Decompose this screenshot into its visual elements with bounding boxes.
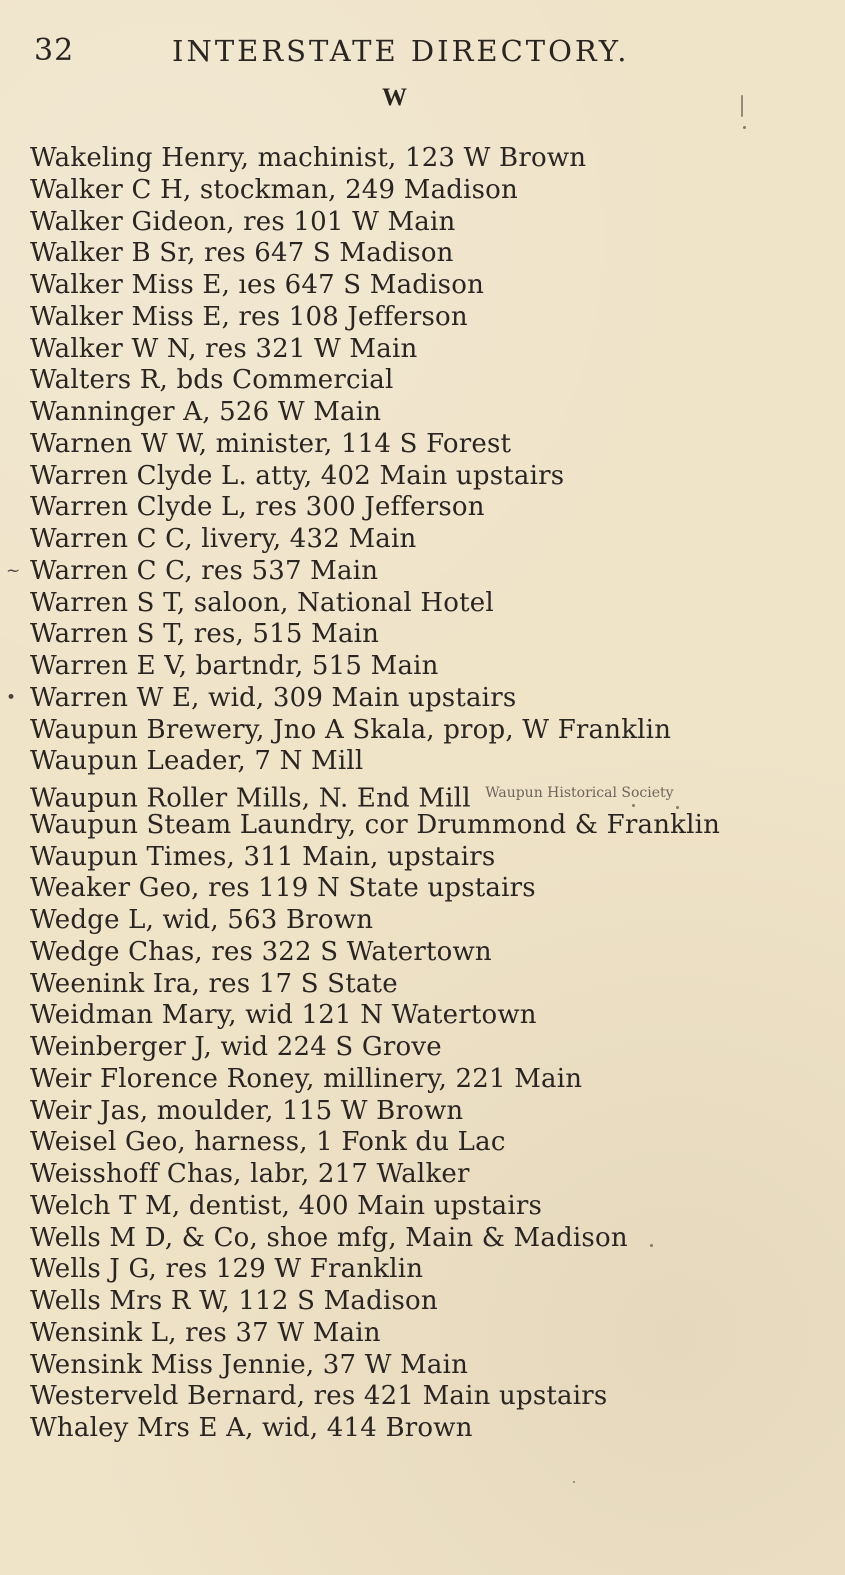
entry-text: Weir Jas, moulder, 115 W Brown <box>30 1095 464 1126</box>
paper-speck <box>743 126 746 129</box>
directory-entry <box>0 365 845 397</box>
entry-text: Wanninger A, 526 W Main <box>30 397 382 427</box>
directory-entry <box>0 651 845 683</box>
directory-entry <box>0 492 845 524</box>
entry-text: Warnen W W, minister, 114 S Forest <box>30 428 512 459</box>
directory-entry <box>0 1064 845 1096</box>
directory-entry <box>0 1350 845 1382</box>
entry-text: Waupun Times, 311 Main, upstairs <box>30 841 496 872</box>
entry-text: Waupun Brewery, Jno A Skala, prop, W Franklin <box>30 714 672 745</box>
directory-entry <box>0 1127 845 1159</box>
entry-text: Weisel Geo, harness, 1 Fonk du Lac <box>30 1127 506 1158</box>
directory-entry <box>0 588 845 620</box>
entry-text: Warren S T, res, 515 Main <box>30 619 380 650</box>
paper-speck <box>632 804 635 807</box>
directory-entry <box>0 524 845 556</box>
running-head: INTERSTATE DIRECTORY. <box>172 34 630 68</box>
directory-entry <box>0 238 845 270</box>
directory-entry <box>0 937 845 969</box>
directory-entry <box>0 1318 845 1350</box>
directory-entry <box>0 1381 845 1413</box>
directory-entry <box>0 1223 845 1255</box>
directory-entry <box>0 1096 845 1128</box>
directory-entry <box>0 715 845 747</box>
entry-text: Wells Mrs R W, 112 S Madison <box>30 1286 438 1316</box>
entry-text: Weinberger J, wid 224 S Grove <box>30 1032 442 1062</box>
entry-text: Whaley Mrs E A, wid, 414 Brown <box>30 1413 473 1443</box>
entry-text: Waupun Leader, 7 N Mill <box>30 746 364 777</box>
margin-tilde-mark: ~ <box>6 560 21 581</box>
entry-text: Walker Miss E, res 108 Jefferson <box>30 301 468 332</box>
paper-speck <box>676 806 679 809</box>
directory-entry <box>0 905 845 937</box>
entry-text: Wedge L, wid, 563 Brown <box>30 905 374 935</box>
entry-text: Walker W N, res 321 W Main <box>30 333 418 364</box>
paper-speck <box>741 95 743 117</box>
directory-entry <box>0 810 845 842</box>
entry-text: Weir Florence Roney, millinery, 221 Main <box>30 1063 583 1094</box>
entry-text: Walker Gideon, res 101 W Main <box>30 206 456 237</box>
entry-text: Wensink L, res 37 W Main <box>30 1317 381 1348</box>
entry-text: Walters R, bds Commercial <box>30 365 394 396</box>
directory-entry <box>0 397 845 429</box>
directory-entry <box>0 1413 845 1445</box>
page-number: 32 <box>34 33 75 68</box>
directory-entry <box>0 1254 845 1286</box>
entry-text: Warren S T, saloon, National Hotel <box>30 587 494 618</box>
watermark-overprint: Waupun Historical Society <box>485 785 674 801</box>
entry-text: Wensink Miss Jennie, 37 W Main <box>30 1349 469 1380</box>
directory-entry <box>0 1286 845 1318</box>
entry-text: Weenink Ira, res 17 S State <box>30 968 398 999</box>
entry-text: Warren Clyde L. atty, 402 Main upstairs <box>30 460 565 491</box>
directory-entry <box>0 778 845 814</box>
directory-entry <box>0 270 845 302</box>
entry-text: Walker C H, stockman, 249 Madison <box>30 174 518 205</box>
entry-text: Weisshoff Chas, labr, 217 Walker <box>30 1159 470 1189</box>
entry-text: Welch T M, dentist, 400 Main upstairs <box>30 1190 543 1221</box>
entry-text: Walker B Sr, res 647 S Madison <box>30 238 454 269</box>
directory-entry <box>0 175 845 207</box>
entry-text: Weaker Geo, res 119 N State upstairs <box>30 873 536 904</box>
margin-dot-mark: • <box>6 687 17 708</box>
entry-text: Warren W E, wid, 309 Main upstairs <box>30 682 517 713</box>
directory-entry <box>0 1032 845 1064</box>
directory-entry <box>0 619 845 651</box>
directory-entry <box>0 302 845 334</box>
section-letter: W <box>382 84 407 111</box>
entry-text: Wells M D, & Co, shoe mfg, Main & Madison <box>30 1222 628 1253</box>
directory-entry <box>0 207 845 239</box>
directory-entry <box>0 873 845 905</box>
directory-entry <box>0 556 845 588</box>
entry-text: Wakeling Henry, machinist, 123 W Brown <box>30 143 587 173</box>
entry-text: Wells J G, res 129 W Franklin <box>30 1254 424 1285</box>
directory-entry <box>0 1159 845 1191</box>
directory-entry <box>0 746 845 778</box>
entry-text: Westerveld Bernard, res 421 Main upstairs <box>30 1381 608 1412</box>
paper-speck <box>573 1481 575 1483</box>
entry-text: Warren E V, bartndr, 515 Main <box>30 651 439 681</box>
directory-entry <box>0 1191 845 1223</box>
entry-text: Warren Clyde L, res 300 Jefferson <box>30 492 485 523</box>
entry-text: Wedge Chas, res 322 S Watertown <box>30 936 492 967</box>
entry-main-text: Waupun Roller Mills, N. End Mill <box>30 783 471 814</box>
paper-speck <box>650 1244 653 1247</box>
directory-entry <box>0 969 845 1001</box>
entry-text: Weidman Mary, wid 121 N Watertown <box>30 1000 537 1031</box>
directory-entry <box>0 334 845 366</box>
directory-entry <box>0 429 845 461</box>
directory-entry <box>0 842 845 874</box>
entry-text: Waupun Steam Laundry, cor Drummond & Franklin <box>30 809 721 840</box>
directory-entry <box>0 143 845 175</box>
entry-text: Walker Miss E, ıes 647 S Madison <box>30 270 485 300</box>
directory-entry <box>0 461 845 493</box>
entry-text: Warren C C, res 537 Main <box>30 555 379 586</box>
directory-list <box>0 143 845 1445</box>
directory-entry <box>0 1000 845 1032</box>
page-header <box>34 34 654 80</box>
entry-text: Warren C C, livery, 432 Main <box>30 524 417 554</box>
directory-entry <box>0 683 845 715</box>
